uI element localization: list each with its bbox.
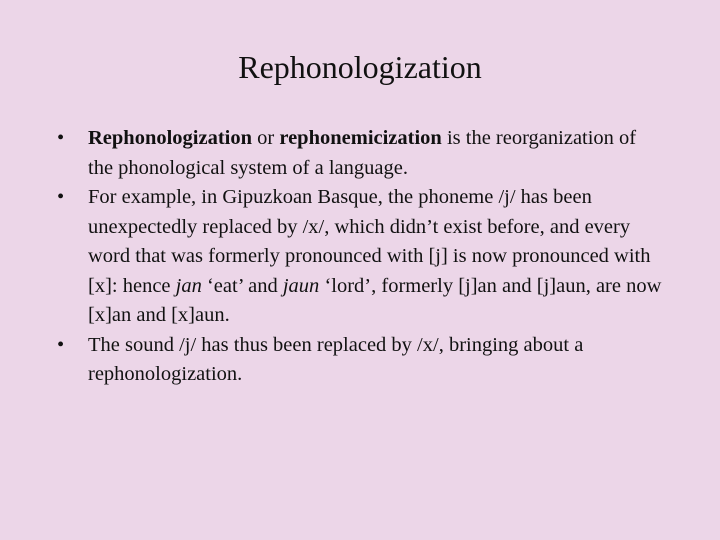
example-text-part3: ‘lord’, formerly [j]an and [j]aun, are now [x]an and [x]aun. [88, 274, 662, 326]
definition-text: is the reorganization of the phonological system of a language. [88, 127, 637, 179]
bullet-dot-icon: • [57, 333, 65, 356]
bullet-item-conclusion [55, 331, 665, 390]
term-rephonemicization: rephonemicization [279, 127, 442, 149]
term-rephonologization: Rephonologization [88, 127, 253, 149]
connector-text: or [252, 127, 280, 149]
bullet-item-definition [55, 124, 665, 183]
example-text-part1: For example, in Gipuzkoan Basque, the phoneme /j/ has been unexpectedly replaced by /x/, which didn’t exist before, and every word that was formerly pronounced with [j] is now pronounced with [x]: hence [88, 186, 651, 297]
example-word-jan: jan [175, 274, 202, 297]
bullet-list [55, 124, 665, 390]
slide-title: Rephonologization [238, 49, 482, 85]
example-word-jaun: jaun [282, 274, 320, 297]
example-text-part2: ‘eat’ and [201, 274, 283, 297]
bullet-dot-icon: • [57, 127, 65, 149]
bullet-item-example [55, 183, 665, 331]
conclusion-text: The sound /j/ has thus been replaced by /x/, bringing about a rephonologization. [88, 333, 584, 385]
bullet-dot-icon: • [57, 186, 65, 208]
